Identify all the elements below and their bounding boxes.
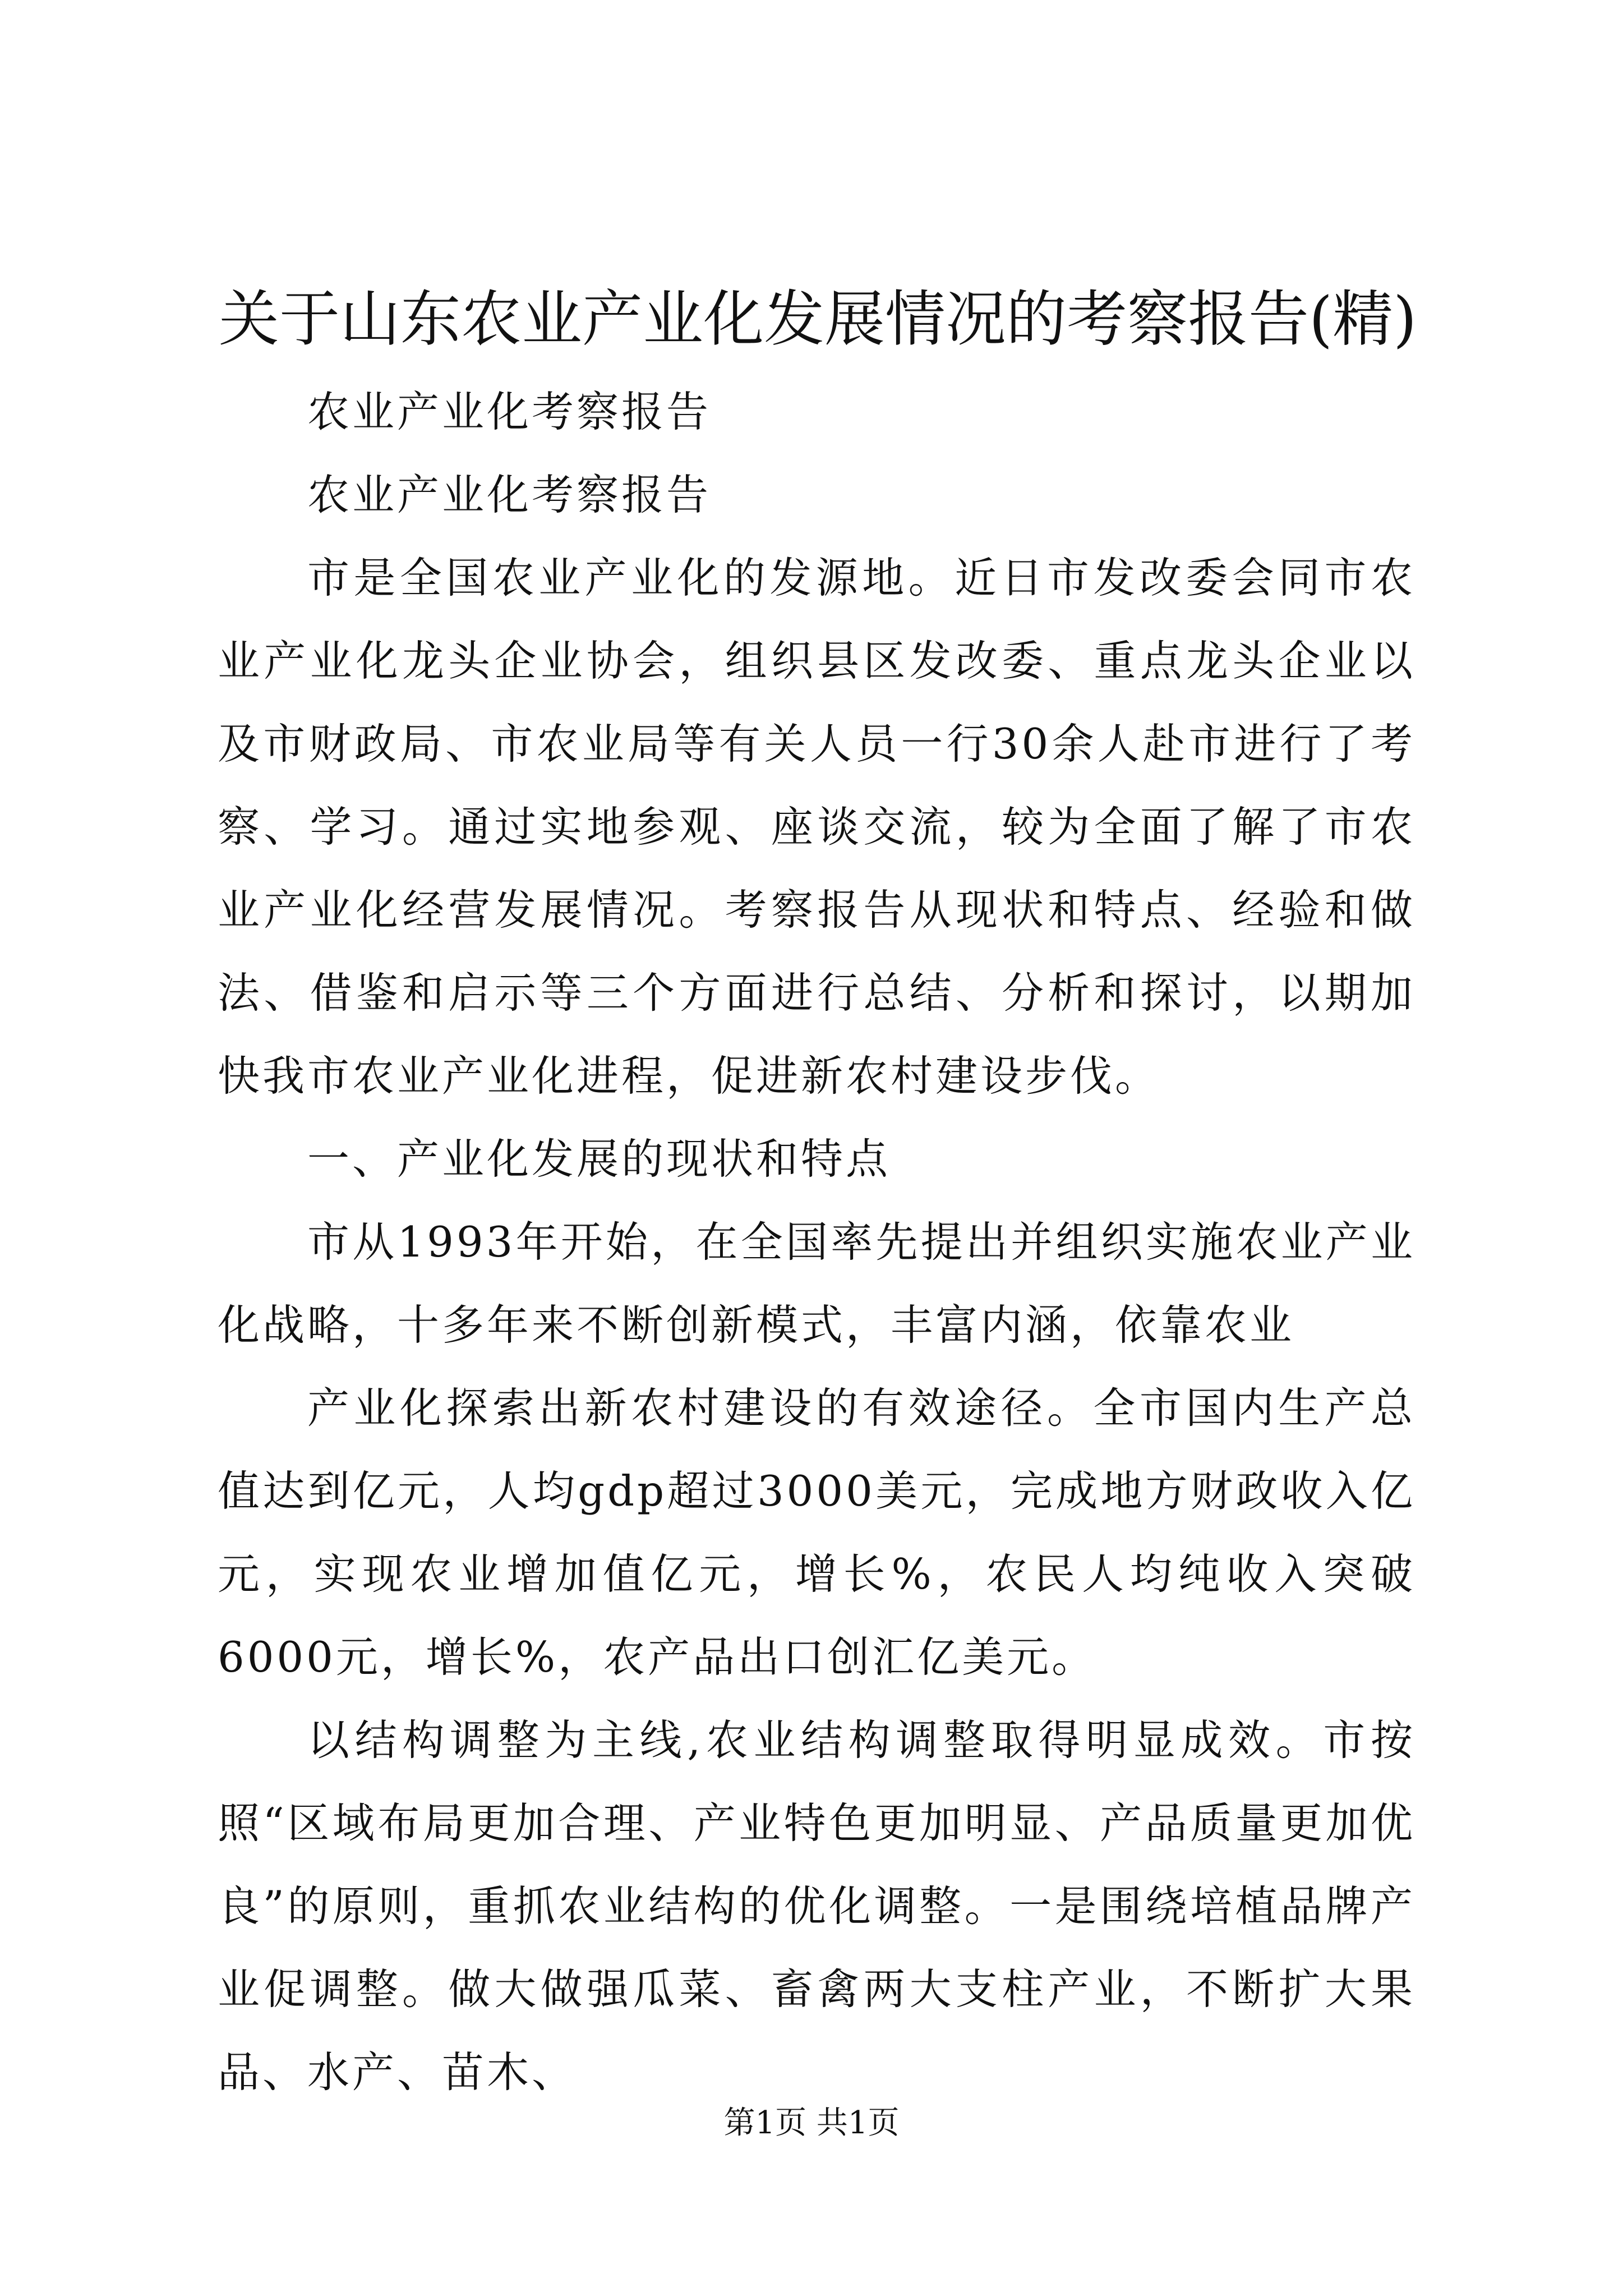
paragraph: 产业化探索出新农村建设的有效途径。全市国内生产总值达到亿元，人均gdp超过3000美元，完成地方财政收入亿元，实现农业增加值亿元，增长%，农民人均纯收入突破6000元，增长%，农产品出口创汇亿美元。 [218,1383,1415,1682]
document-body [218,370,1415,2114]
paragraph: 农业产业化考察报告 [307,387,712,436]
paragraph: 市是全国农业产业化的发源地。近日市发改委会同市农业产业化龙头企业协会，组织县区发改委、重点龙头企业以及市财政局、市农业局等有关人员一行30余人赴市进行了考察、学习。通过实地参观、座谈交流，较为全面了解了市农业产业化经营发展情况。考察报告从现状和特点、经验和做法、借鉴和启示等三个方面进行总结、分析和探讨，以期加快我市农业产业化进程，促进新农村建设步伐。 [218,553,1415,1101]
section-heading: 一、产业化发展的现状和特点 [307,1134,891,1184]
page-footer: 第1页 共1页 [723,2105,900,2141]
paragraph: 以结构调整为主线,农业结构调整取得明显成效。市按照“区域布局更加合理、产业特色更加明显、产品质量更加优良”的原则，重抓农业结构的优化调整。一是围绕培植品牌产业促调整。做大做强瓜菜、畜禽两大支柱产业，不断扩大果品、水产、苗木、 [218,1715,1415,2097]
paragraph: 农业产业化考察报告 [307,470,712,519]
document-title: 关于山东农业产业化发展情况的考察报告(精) [219,284,1417,355]
paragraph: 市从1993年开始，在全国率先提出并组织实施农业产业化战略，十多年来不断创新模式，丰富内涵，依靠农业 [218,1217,1415,1350]
